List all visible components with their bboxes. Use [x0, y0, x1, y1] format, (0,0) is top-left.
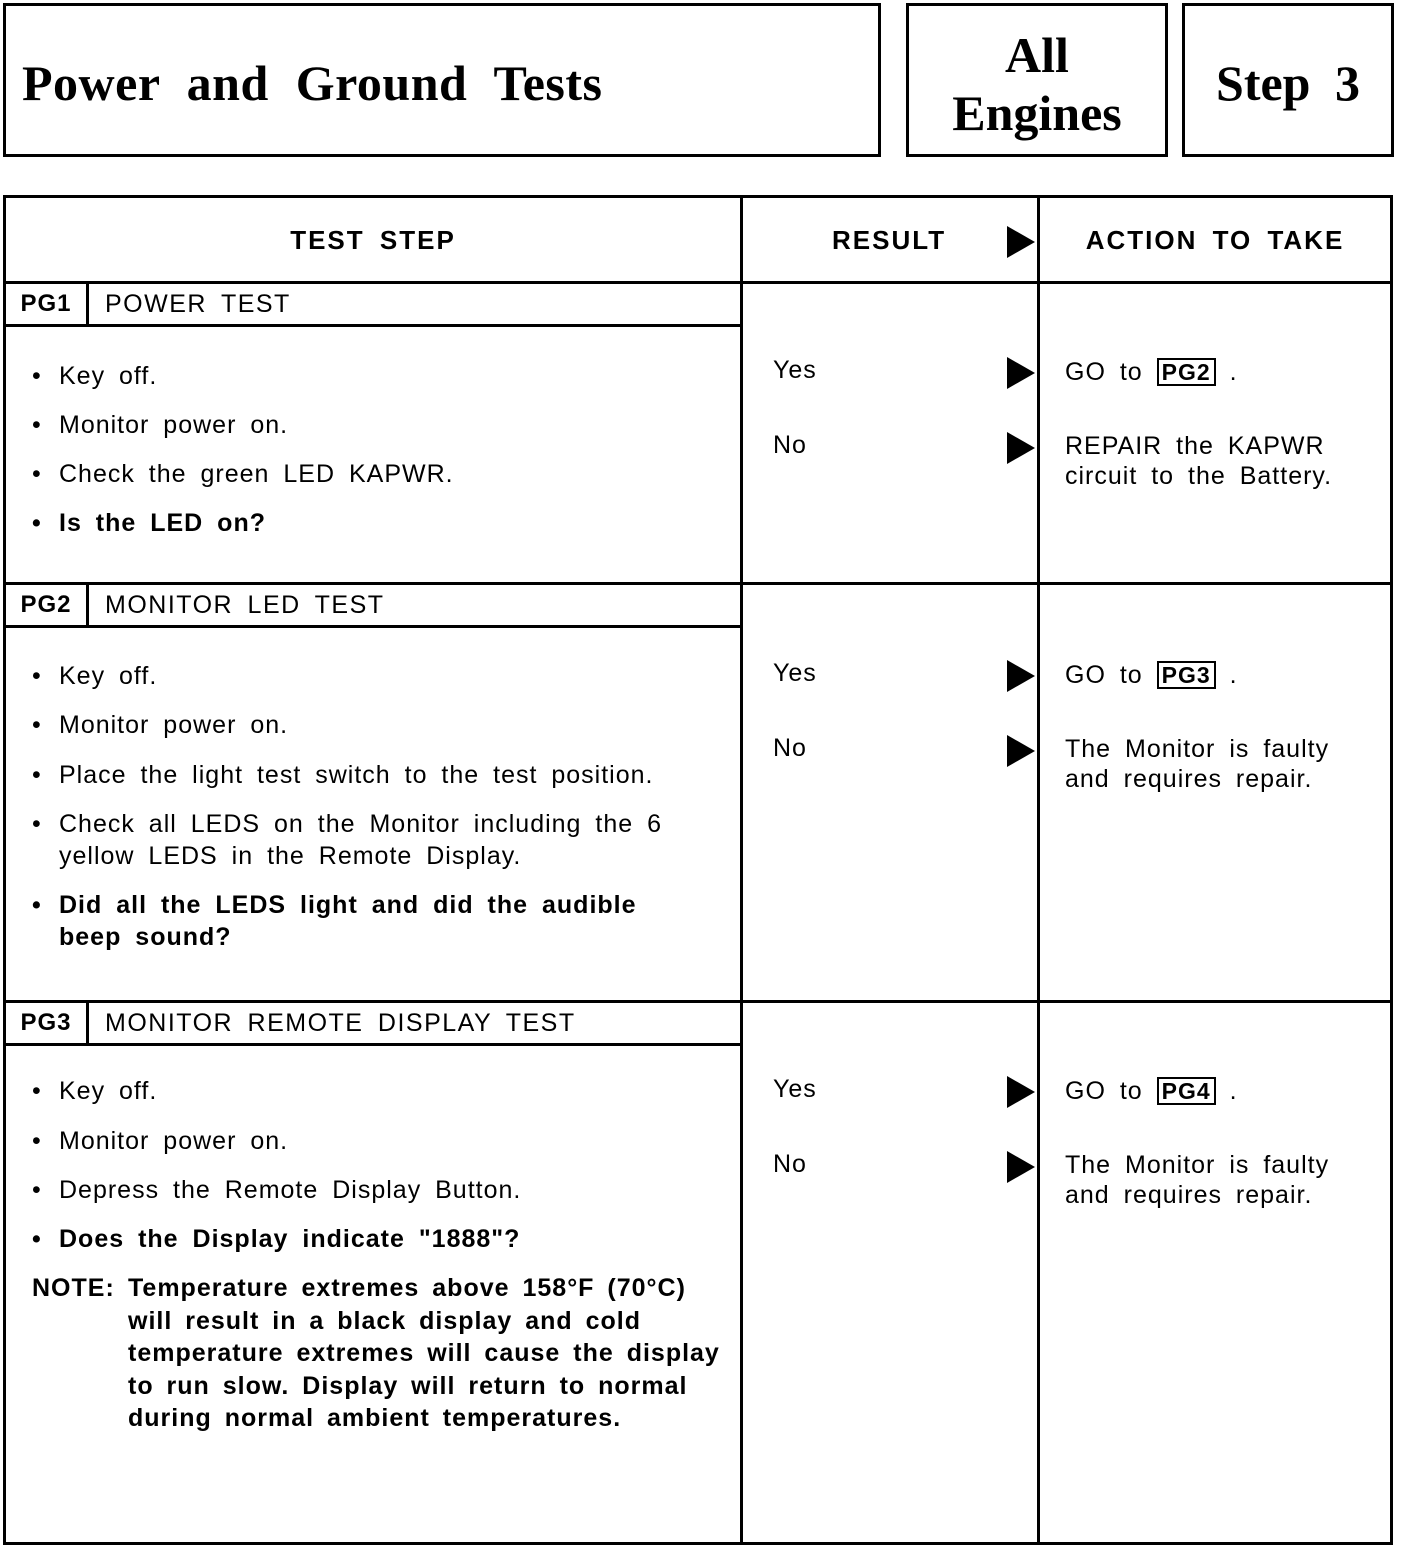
- arrow-right-icon: [1007, 432, 1035, 464]
- list-item: • Key off.: [32, 662, 158, 690]
- engines-label: [909, 26, 1165, 142]
- action-yes: GO to PG4 .: [1065, 1077, 1238, 1105]
- action-yes: GO to PG3 .: [1065, 661, 1238, 689]
- action-yes: GO to PG2 .: [1065, 358, 1238, 386]
- list-item: • Monitor power on.: [32, 711, 289, 739]
- list-item: • Depress the Remote Display Button.: [32, 1176, 522, 1204]
- bullet-icon: •: [32, 662, 42, 690]
- result-yes: Yes: [773, 1075, 817, 1103]
- bullet-icon: •: [32, 509, 42, 537]
- bullet-icon: •: [32, 1127, 42, 1155]
- bullet-icon: •: [32, 891, 42, 919]
- bullet-icon: •: [32, 1176, 42, 1204]
- list-item: • Key off.: [32, 1077, 158, 1105]
- bullet-icon: •: [32, 1225, 42, 1253]
- section-header-pg2: [6, 585, 740, 628]
- bullet-icon: •: [32, 711, 42, 739]
- bullet-icon: •: [32, 362, 42, 390]
- column-divider-2: [1037, 198, 1040, 1542]
- result-no: No: [773, 1150, 807, 1178]
- step-label: Step 3: [1216, 55, 1360, 111]
- section-name: MONITOR LED TEST: [105, 591, 385, 619]
- section-header-pg1: [6, 284, 740, 327]
- column-divider-1: [740, 198, 743, 1542]
- engines-box: [906, 3, 1168, 157]
- arrow-right-icon: [1007, 1076, 1035, 1108]
- result-no: No: [773, 431, 807, 459]
- temperature-note: [32, 1272, 722, 1435]
- column-header-test-step: TEST STEP: [290, 225, 456, 255]
- list-item: • Key off.: [32, 362, 158, 390]
- result-yes: Yes: [773, 659, 817, 687]
- bullet-icon: •: [32, 1077, 42, 1105]
- list-item: • Monitor power on.: [32, 1127, 289, 1155]
- list-item-question: • Is the LED on?: [32, 509, 266, 537]
- arrow-right-icon: [1007, 735, 1035, 767]
- step-reference: PG3: [1157, 661, 1216, 689]
- result-yes: Yes: [773, 356, 817, 384]
- list-item: • Monitor power on.: [32, 411, 289, 439]
- engines-line-1: All: [1005, 27, 1069, 83]
- step-box: [1182, 3, 1394, 157]
- column-header-action: ACTION TO TAKE: [1085, 225, 1345, 255]
- list-item-question: • Did all the LEDS light and did the audible beep sound?: [32, 891, 637, 951]
- step-reference: PG4: [1157, 1077, 1216, 1105]
- section-header-pg3: [6, 1003, 740, 1046]
- action-no: The Monitor is faulty and requires repair.: [1065, 1151, 1330, 1209]
- action-no: The Monitor is faulty and requires repair.: [1065, 735, 1330, 793]
- note-label: NOTE:: [32, 1274, 115, 1302]
- list-item: • Place the light test switch to the test position.: [32, 761, 654, 789]
- section-id: PG3: [6, 1003, 89, 1043]
- list-item-question: • Does the Display indicate "1888"?: [32, 1225, 521, 1253]
- bullet-icon: •: [32, 411, 42, 439]
- engines-line-2: Engines: [952, 85, 1122, 141]
- list-item: • Check all LEDS on the Monitor including the 6 yellow LEDS in the Remote Display.: [32, 810, 663, 870]
- step-reference: PG2: [1157, 358, 1216, 386]
- section-name: MONITOR REMOTE DISPLAY TEST: [105, 1009, 576, 1037]
- action-no: REPAIR the KAPWR circuit to the Battery.: [1065, 432, 1333, 490]
- arrow-right-icon: [1007, 226, 1035, 258]
- arrow-right-icon: [1007, 357, 1035, 389]
- page-title: Power and Ground Tests: [22, 55, 603, 111]
- bullet-icon: •: [32, 460, 42, 488]
- section-id: PG2: [6, 585, 89, 625]
- bullet-icon: •: [32, 761, 42, 789]
- list-item: • Check the green LED KAPWR.: [32, 460, 454, 488]
- title-box: [3, 3, 881, 157]
- column-header-result: RESULT: [832, 225, 947, 255]
- note-text: Temperature extremes above 158°F (70°C) will result in a black display and cold temperature extremes will cause the display to run slow. Display will return to normal during normal ambient temperatures.: [128, 1274, 720, 1432]
- arrow-right-icon: [1007, 660, 1035, 692]
- result-no: No: [773, 734, 807, 762]
- bullet-icon: •: [32, 810, 42, 838]
- section-id: PG1: [6, 284, 89, 324]
- test-table: [3, 195, 1393, 1545]
- arrow-right-icon: [1007, 1151, 1035, 1183]
- section-name: POWER TEST: [105, 290, 291, 318]
